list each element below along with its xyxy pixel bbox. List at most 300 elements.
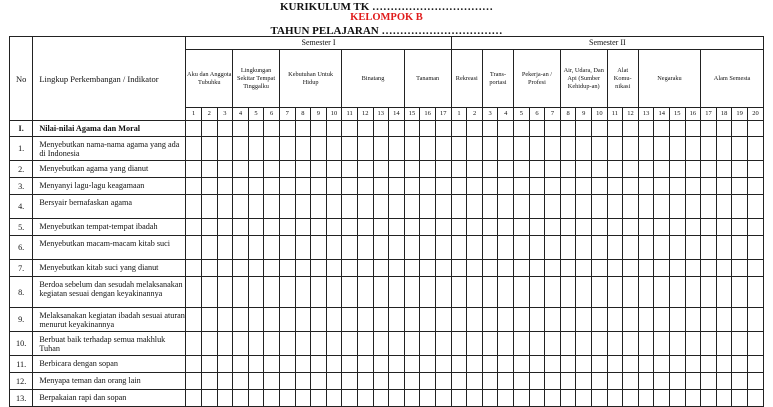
- week-cell[interactable]: [747, 277, 763, 308]
- week-cell[interactable]: [186, 137, 202, 161]
- week-cell[interactable]: [373, 195, 389, 219]
- week-cell[interactable]: [279, 236, 295, 260]
- week-cell[interactable]: [389, 373, 405, 390]
- week-cell[interactable]: [514, 308, 530, 332]
- week-cell[interactable]: [701, 219, 717, 236]
- week-cell[interactable]: [560, 178, 576, 195]
- week-cell[interactable]: [373, 308, 389, 332]
- week-cell[interactable]: [685, 137, 701, 161]
- week-cell[interactable]: [529, 277, 545, 308]
- week-cell[interactable]: [404, 308, 420, 332]
- week-cell[interactable]: [498, 332, 514, 356]
- week-cell[interactable]: [498, 308, 514, 332]
- week-cell[interactable]: [420, 277, 436, 308]
- week-cell[interactable]: [607, 236, 623, 260]
- week-cell[interactable]: [420, 219, 436, 236]
- week-cell[interactable]: [498, 373, 514, 390]
- week-cell[interactable]: [560, 236, 576, 260]
- week-cell[interactable]: [716, 161, 732, 178]
- week-cell[interactable]: [311, 161, 327, 178]
- week-cell[interactable]: [295, 137, 311, 161]
- week-cell[interactable]: [435, 308, 451, 332]
- week-cell[interactable]: [311, 373, 327, 390]
- week-cell[interactable]: [623, 137, 639, 161]
- week-cell[interactable]: [248, 332, 264, 356]
- week-cell[interactable]: [669, 195, 685, 219]
- week-cell[interactable]: [732, 178, 748, 195]
- week-cell[interactable]: [186, 195, 202, 219]
- week-cell[interactable]: [248, 356, 264, 373]
- week-cell[interactable]: [201, 390, 217, 407]
- week-cell[interactable]: [233, 356, 249, 373]
- week-cell[interactable]: [420, 195, 436, 219]
- week-cell[interactable]: [248, 161, 264, 178]
- week-cell[interactable]: [279, 260, 295, 277]
- week-cell[interactable]: [592, 161, 608, 178]
- week-cell[interactable]: [638, 308, 654, 332]
- week-cell[interactable]: [264, 277, 280, 308]
- week-cell[interactable]: [654, 121, 670, 137]
- week-cell[interactable]: [545, 308, 561, 332]
- week-cell[interactable]: [201, 121, 217, 137]
- week-cell[interactable]: [514, 277, 530, 308]
- week-cell[interactable]: [576, 178, 592, 195]
- week-cell[interactable]: [482, 121, 498, 137]
- week-cell[interactable]: [389, 260, 405, 277]
- week-cell[interactable]: [498, 390, 514, 407]
- week-cell[interactable]: [560, 308, 576, 332]
- week-cell[interactable]: [342, 161, 358, 178]
- week-cell[interactable]: [701, 356, 717, 373]
- week-cell[interactable]: [498, 277, 514, 308]
- week-cell[interactable]: [435, 332, 451, 356]
- week-cell[interactable]: [264, 308, 280, 332]
- week-cell[interactable]: [451, 236, 467, 260]
- week-cell[interactable]: [576, 332, 592, 356]
- week-cell[interactable]: [420, 332, 436, 356]
- week-cell[interactable]: [560, 373, 576, 390]
- week-cell[interactable]: [186, 390, 202, 407]
- week-cell[interactable]: [529, 308, 545, 332]
- week-cell[interactable]: [373, 161, 389, 178]
- week-cell[interactable]: [545, 260, 561, 277]
- week-cell[interactable]: [623, 178, 639, 195]
- week-cell[interactable]: [311, 195, 327, 219]
- week-cell[interactable]: [389, 356, 405, 373]
- week-cell[interactable]: [186, 121, 202, 137]
- week-cell[interactable]: [435, 219, 451, 236]
- week-cell[interactable]: [389, 121, 405, 137]
- week-cell[interactable]: [732, 137, 748, 161]
- week-cell[interactable]: [638, 373, 654, 390]
- week-cell[interactable]: [592, 277, 608, 308]
- week-cell[interactable]: [467, 236, 483, 260]
- week-cell[interactable]: [186, 277, 202, 308]
- week-cell[interactable]: [264, 390, 280, 407]
- week-cell[interactable]: [279, 332, 295, 356]
- week-cell[interactable]: [685, 161, 701, 178]
- week-cell[interactable]: [311, 260, 327, 277]
- week-cell[interactable]: [264, 137, 280, 161]
- week-cell[interactable]: [326, 195, 342, 219]
- week-cell[interactable]: [701, 195, 717, 219]
- week-cell[interactable]: [451, 195, 467, 219]
- week-cell[interactable]: [482, 390, 498, 407]
- week-cell[interactable]: [311, 390, 327, 407]
- week-cell[interactable]: [326, 332, 342, 356]
- week-cell[interactable]: [529, 236, 545, 260]
- week-cell[interactable]: [732, 161, 748, 178]
- week-cell[interactable]: [279, 373, 295, 390]
- week-cell[interactable]: [638, 121, 654, 137]
- week-cell[interactable]: [654, 178, 670, 195]
- week-cell[interactable]: [420, 356, 436, 373]
- week-cell[interactable]: [560, 219, 576, 236]
- week-cell[interactable]: [467, 121, 483, 137]
- week-cell[interactable]: [592, 219, 608, 236]
- week-cell[interactable]: [716, 332, 732, 356]
- week-cell[interactable]: [545, 137, 561, 161]
- week-cell[interactable]: [264, 236, 280, 260]
- week-cell[interactable]: [311, 178, 327, 195]
- week-cell[interactable]: [295, 260, 311, 277]
- week-cell[interactable]: [217, 260, 233, 277]
- week-cell[interactable]: [716, 137, 732, 161]
- week-cell[interactable]: [669, 356, 685, 373]
- week-cell[interactable]: [373, 356, 389, 373]
- week-cell[interactable]: [279, 195, 295, 219]
- week-cell[interactable]: [732, 332, 748, 356]
- week-cell[interactable]: [326, 356, 342, 373]
- week-cell[interactable]: [295, 356, 311, 373]
- week-cell[interactable]: [607, 260, 623, 277]
- week-cell[interactable]: [357, 373, 373, 390]
- week-cell[interactable]: [732, 260, 748, 277]
- week-cell[interactable]: [389, 195, 405, 219]
- week-cell[interactable]: [311, 236, 327, 260]
- week-cell[interactable]: [669, 219, 685, 236]
- week-cell[interactable]: [264, 219, 280, 236]
- week-cell[interactable]: [654, 260, 670, 277]
- week-cell[interactable]: [217, 308, 233, 332]
- week-cell[interactable]: [607, 121, 623, 137]
- week-cell[interactable]: [389, 161, 405, 178]
- week-cell[interactable]: [295, 178, 311, 195]
- week-cell[interactable]: [732, 121, 748, 137]
- week-cell[interactable]: [607, 390, 623, 407]
- week-cell[interactable]: [295, 236, 311, 260]
- week-cell[interactable]: [669, 161, 685, 178]
- week-cell[interactable]: [233, 236, 249, 260]
- week-cell[interactable]: [404, 373, 420, 390]
- week-cell[interactable]: [248, 260, 264, 277]
- week-cell[interactable]: [311, 356, 327, 373]
- week-cell[interactable]: [716, 236, 732, 260]
- week-cell[interactable]: [607, 178, 623, 195]
- week-cell[interactable]: [451, 390, 467, 407]
- week-cell[interactable]: [701, 161, 717, 178]
- week-cell[interactable]: [326, 308, 342, 332]
- week-cell[interactable]: [654, 308, 670, 332]
- week-cell[interactable]: [638, 332, 654, 356]
- week-cell[interactable]: [592, 236, 608, 260]
- week-cell[interactable]: [342, 121, 358, 137]
- week-cell[interactable]: [357, 161, 373, 178]
- week-cell[interactable]: [576, 121, 592, 137]
- week-cell[interactable]: [747, 219, 763, 236]
- week-cell[interactable]: [420, 390, 436, 407]
- week-cell[interactable]: [467, 308, 483, 332]
- week-cell[interactable]: [420, 236, 436, 260]
- week-cell[interactable]: [217, 178, 233, 195]
- week-cell[interactable]: [685, 260, 701, 277]
- week-cell[interactable]: [654, 219, 670, 236]
- week-cell[interactable]: [467, 260, 483, 277]
- week-cell[interactable]: [592, 121, 608, 137]
- week-cell[interactable]: [514, 260, 530, 277]
- week-cell[interactable]: [482, 332, 498, 356]
- week-cell[interactable]: [435, 260, 451, 277]
- week-cell[interactable]: [669, 373, 685, 390]
- week-cell[interactable]: [545, 161, 561, 178]
- week-cell[interactable]: [186, 236, 202, 260]
- week-cell[interactable]: [669, 137, 685, 161]
- week-cell[interactable]: [576, 260, 592, 277]
- week-cell[interactable]: [623, 390, 639, 407]
- week-cell[interactable]: [545, 195, 561, 219]
- week-cell[interactable]: [607, 332, 623, 356]
- week-cell[interactable]: [279, 308, 295, 332]
- week-cell[interactable]: [638, 277, 654, 308]
- week-cell[interactable]: [669, 178, 685, 195]
- week-cell[interactable]: [404, 277, 420, 308]
- week-cell[interactable]: [389, 137, 405, 161]
- week-cell[interactable]: [467, 161, 483, 178]
- week-cell[interactable]: [357, 137, 373, 161]
- week-cell[interactable]: [701, 121, 717, 137]
- week-cell[interactable]: [420, 260, 436, 277]
- week-cell[interactable]: [404, 236, 420, 260]
- week-cell[interactable]: [685, 390, 701, 407]
- week-cell[interactable]: [357, 195, 373, 219]
- week-cell[interactable]: [654, 390, 670, 407]
- week-cell[interactable]: [248, 390, 264, 407]
- week-cell[interactable]: [342, 373, 358, 390]
- week-cell[interactable]: [607, 277, 623, 308]
- week-cell[interactable]: [701, 332, 717, 356]
- week-cell[interactable]: [357, 219, 373, 236]
- week-cell[interactable]: [389, 236, 405, 260]
- week-cell[interactable]: [576, 277, 592, 308]
- week-cell[interactable]: [638, 236, 654, 260]
- week-cell[interactable]: [201, 260, 217, 277]
- week-cell[interactable]: [404, 260, 420, 277]
- week-cell[interactable]: [342, 195, 358, 219]
- week-cell[interactable]: [514, 390, 530, 407]
- week-cell[interactable]: [217, 356, 233, 373]
- week-cell[interactable]: [685, 219, 701, 236]
- week-cell[interactable]: [186, 178, 202, 195]
- week-cell[interactable]: [233, 332, 249, 356]
- week-cell[interactable]: [217, 373, 233, 390]
- week-cell[interactable]: [576, 137, 592, 161]
- week-cell[interactable]: [217, 236, 233, 260]
- week-cell[interactable]: [201, 178, 217, 195]
- week-cell[interactable]: [701, 178, 717, 195]
- week-cell[interactable]: [326, 373, 342, 390]
- week-cell[interactable]: [498, 219, 514, 236]
- week-cell[interactable]: [389, 332, 405, 356]
- week-cell[interactable]: [747, 137, 763, 161]
- week-cell[interactable]: [217, 390, 233, 407]
- week-cell[interactable]: [685, 121, 701, 137]
- week-cell[interactable]: [420, 161, 436, 178]
- week-cell[interactable]: [373, 332, 389, 356]
- week-cell[interactable]: [248, 236, 264, 260]
- week-cell[interactable]: [357, 277, 373, 308]
- week-cell[interactable]: [638, 161, 654, 178]
- week-cell[interactable]: [217, 121, 233, 137]
- week-cell[interactable]: [373, 178, 389, 195]
- week-cell[interactable]: [264, 260, 280, 277]
- week-cell[interactable]: [435, 178, 451, 195]
- week-cell[interactable]: [685, 332, 701, 356]
- week-cell[interactable]: [716, 195, 732, 219]
- week-cell[interactable]: [295, 390, 311, 407]
- week-cell[interactable]: [747, 195, 763, 219]
- week-cell[interactable]: [248, 219, 264, 236]
- week-cell[interactable]: [685, 356, 701, 373]
- week-cell[interactable]: [233, 137, 249, 161]
- week-cell[interactable]: [623, 373, 639, 390]
- week-cell[interactable]: [451, 277, 467, 308]
- week-cell[interactable]: [514, 236, 530, 260]
- week-cell[interactable]: [326, 260, 342, 277]
- week-cell[interactable]: [576, 161, 592, 178]
- week-cell[interactable]: [420, 178, 436, 195]
- week-cell[interactable]: [467, 137, 483, 161]
- week-cell[interactable]: [404, 390, 420, 407]
- week-cell[interactable]: [201, 308, 217, 332]
- week-cell[interactable]: [264, 373, 280, 390]
- week-cell[interactable]: [233, 373, 249, 390]
- week-cell[interactable]: [233, 178, 249, 195]
- week-cell[interactable]: [279, 178, 295, 195]
- week-cell[interactable]: [186, 260, 202, 277]
- week-cell[interactable]: [560, 332, 576, 356]
- week-cell[interactable]: [404, 219, 420, 236]
- week-cell[interactable]: [685, 373, 701, 390]
- week-cell[interactable]: [389, 277, 405, 308]
- week-cell[interactable]: [623, 260, 639, 277]
- week-cell[interactable]: [248, 121, 264, 137]
- week-cell[interactable]: [404, 161, 420, 178]
- week-cell[interactable]: [279, 121, 295, 137]
- week-cell[interactable]: [326, 277, 342, 308]
- week-cell[interactable]: [638, 195, 654, 219]
- week-cell[interactable]: [342, 308, 358, 332]
- week-cell[interactable]: [482, 195, 498, 219]
- week-cell[interactable]: [233, 161, 249, 178]
- week-cell[interactable]: [233, 390, 249, 407]
- week-cell[interactable]: [357, 332, 373, 356]
- week-cell[interactable]: [514, 161, 530, 178]
- week-cell[interactable]: [404, 178, 420, 195]
- week-cell[interactable]: [747, 332, 763, 356]
- week-cell[interactable]: [451, 137, 467, 161]
- week-cell[interactable]: [529, 356, 545, 373]
- week-cell[interactable]: [545, 356, 561, 373]
- week-cell[interactable]: [545, 373, 561, 390]
- week-cell[interactable]: [607, 195, 623, 219]
- week-cell[interactable]: [326, 121, 342, 137]
- week-cell[interactable]: [467, 332, 483, 356]
- week-cell[interactable]: [732, 356, 748, 373]
- week-cell[interactable]: [732, 373, 748, 390]
- week-cell[interactable]: [716, 260, 732, 277]
- week-cell[interactable]: [732, 195, 748, 219]
- week-cell[interactable]: [747, 178, 763, 195]
- week-cell[interactable]: [326, 161, 342, 178]
- week-cell[interactable]: [529, 390, 545, 407]
- week-cell[interactable]: [747, 236, 763, 260]
- week-cell[interactable]: [545, 390, 561, 407]
- week-cell[interactable]: [201, 236, 217, 260]
- week-cell[interactable]: [404, 121, 420, 137]
- week-cell[interactable]: [685, 277, 701, 308]
- week-cell[interactable]: [498, 195, 514, 219]
- week-cell[interactable]: [373, 390, 389, 407]
- week-cell[interactable]: [654, 236, 670, 260]
- week-cell[interactable]: [560, 390, 576, 407]
- week-cell[interactable]: [404, 356, 420, 373]
- week-cell[interactable]: [654, 332, 670, 356]
- week-cell[interactable]: [638, 178, 654, 195]
- week-cell[interactable]: [514, 219, 530, 236]
- week-cell[interactable]: [186, 356, 202, 373]
- week-cell[interactable]: [451, 308, 467, 332]
- week-cell[interactable]: [435, 277, 451, 308]
- week-cell[interactable]: [342, 332, 358, 356]
- week-cell[interactable]: [669, 332, 685, 356]
- week-cell[interactable]: [514, 195, 530, 219]
- week-cell[interactable]: [482, 373, 498, 390]
- week-cell[interactable]: [482, 161, 498, 178]
- week-cell[interactable]: [373, 236, 389, 260]
- week-cell[interactable]: [498, 161, 514, 178]
- week-cell[interactable]: [592, 332, 608, 356]
- week-cell[interactable]: [435, 390, 451, 407]
- week-cell[interactable]: [732, 236, 748, 260]
- week-cell[interactable]: [701, 308, 717, 332]
- week-cell[interactable]: [498, 260, 514, 277]
- week-cell[interactable]: [357, 356, 373, 373]
- week-cell[interactable]: [186, 332, 202, 356]
- week-cell[interactable]: [264, 121, 280, 137]
- week-cell[interactable]: [560, 277, 576, 308]
- week-cell[interactable]: [233, 308, 249, 332]
- week-cell[interactable]: [529, 137, 545, 161]
- week-cell[interactable]: [498, 236, 514, 260]
- week-cell[interactable]: [638, 356, 654, 373]
- week-cell[interactable]: [732, 219, 748, 236]
- week-cell[interactable]: [311, 277, 327, 308]
- week-cell[interactable]: [638, 260, 654, 277]
- week-cell[interactable]: [529, 219, 545, 236]
- week-cell[interactable]: [498, 121, 514, 137]
- week-cell[interactable]: [217, 161, 233, 178]
- week-cell[interactable]: [326, 219, 342, 236]
